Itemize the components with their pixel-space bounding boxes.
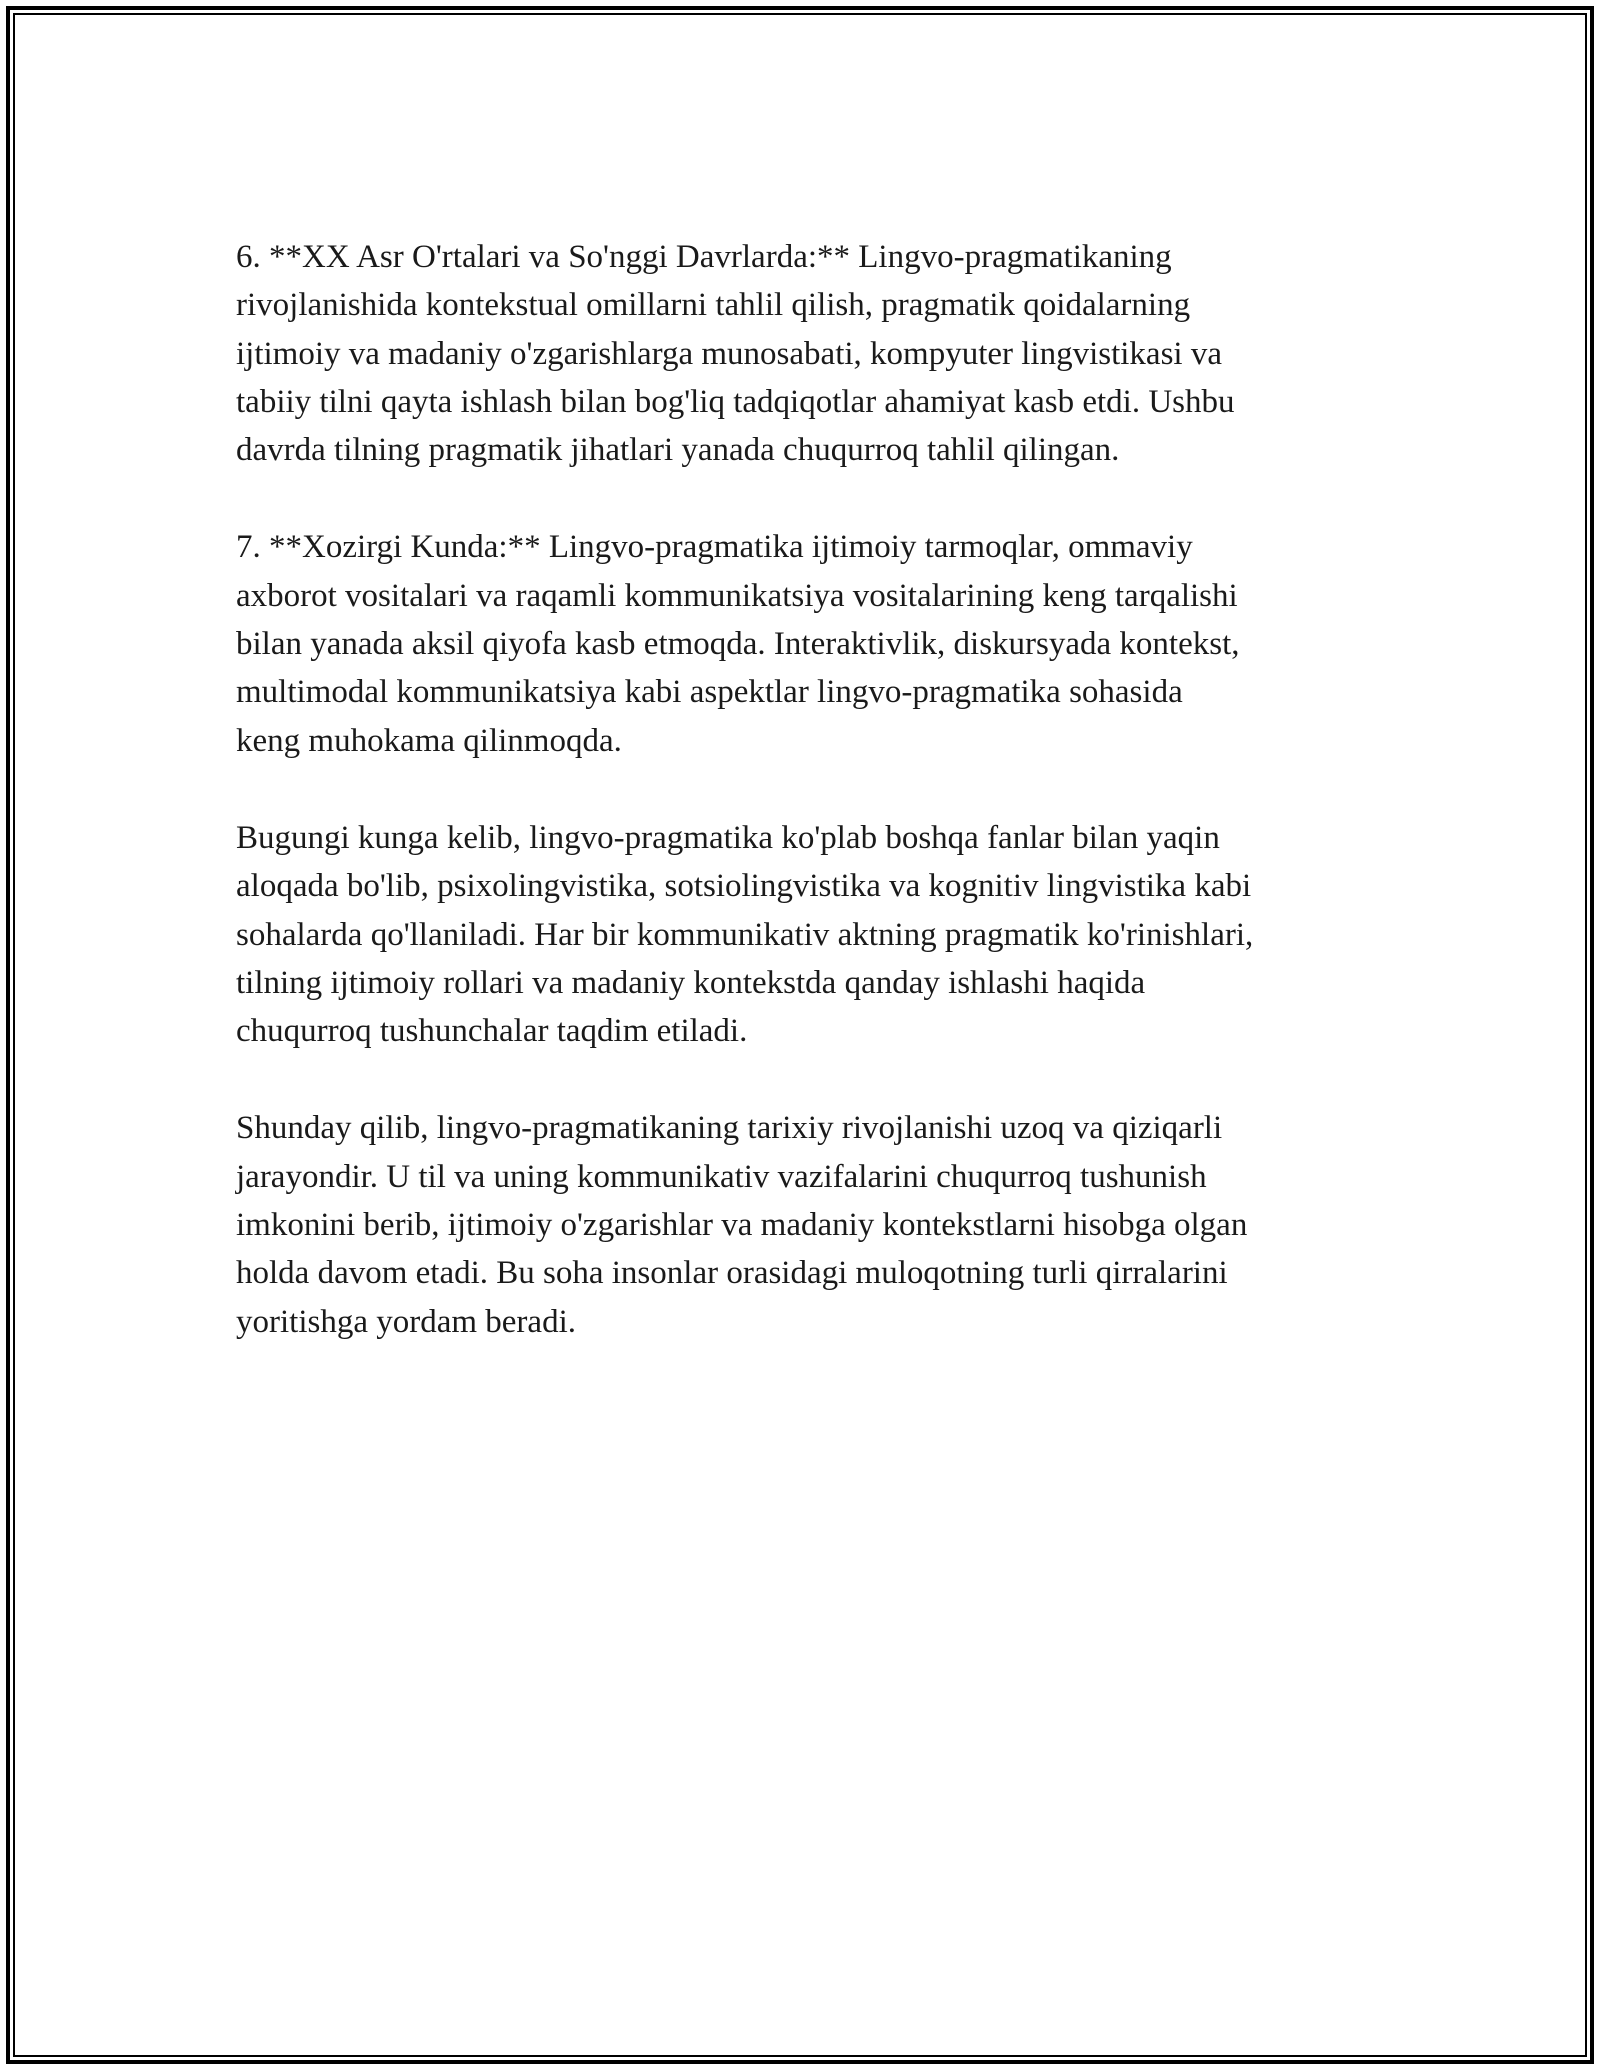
text-line: 6. **XX Asr O'rtalari va So'nggi Davrlarda:** Lingvo-pragmatikaning: [236, 239, 1172, 275]
text-line: holda davom etadi. Bu soha insonlar orasidagi muloqotning turli qirralarini: [236, 1255, 1228, 1292]
text-line: rivojlanishida kontekstual omillarni tahlil qilish, pragmatik qoidalarning: [236, 287, 1191, 324]
document-body: [236, 233, 1396, 1395]
text-line: davrda tilning pragmatik jihatlari yanada chuqurroq tahlil qilingan.: [236, 432, 1120, 469]
text-line: yoritishga yordam beradi.: [236, 1303, 576, 1340]
text-line: tabiiy tilni qayta ishlash bilan bog'liq tadqiqotlar ahamiyat kasb etdi. Ushbu: [236, 383, 1235, 420]
text-line: imkonini berib, ijtimoiy o'zgarishlar va madaniy kontekstlarni hisobga olgan: [236, 1207, 1248, 1244]
text-line: chuqurroq tushunchalar taqdim etiladi.: [236, 1013, 748, 1050]
text-line: tilning ijtimoiy rollari va madaniy kontekstda qanday ishlashi haqida: [236, 964, 1146, 1001]
text-line: Shunday qilib, lingvo-pragmatikaning tarixiy rivojlanishi uzoq va qiziqarli: [236, 1110, 1223, 1147]
text-line: axborot vositalari va raqamli kommunikatsiya vositalarining keng tarqalishi: [236, 577, 1238, 614]
text-line: multimodal kommunikatsiya kabi aspektlar lingvo-pragmatika sohasida: [236, 674, 1183, 711]
text-line: aloqada bo'lib, psixolingvistika, sotsiolingvistika va kognitiv lingvistika kabi: [236, 868, 1252, 905]
text-line: Bugungi kunga kelib, lingvo-pragmatika ko'plab boshqa fanlar bilan yaqin: [236, 819, 1220, 856]
text-line: bilan yanada aksil qiyofa kasb etmoqda. Interaktivlik, diskursyada kontekst,: [236, 626, 1240, 663]
text-line: jarayondir. U til va uning kommunikativ vazifalarini chuqurroq tushunish: [236, 1158, 1207, 1195]
paragraph-interdisciplinary: [236, 814, 1396, 1055]
paragraph-present-day: [236, 523, 1396, 764]
text-line: 7. **Xozirgi Kunda:** Lingvo-pragmatika ijtimoiy tarmoqlar, ommaviy: [236, 529, 1193, 566]
paragraph-conclusion: [236, 1104, 1396, 1345]
text-line: keng muhokama qilinmoqda.: [236, 722, 622, 759]
text-line: sohalarda qo'llaniladi. Har bir kommunikativ aktning pragmatik ko'rinishlari,: [236, 916, 1254, 953]
paragraph-modern-period: [236, 233, 1396, 474]
text-line: ijtimoiy va madaniy o'zgarishlarga munosabati, kompyuter lingvistikasi va: [236, 335, 1222, 372]
